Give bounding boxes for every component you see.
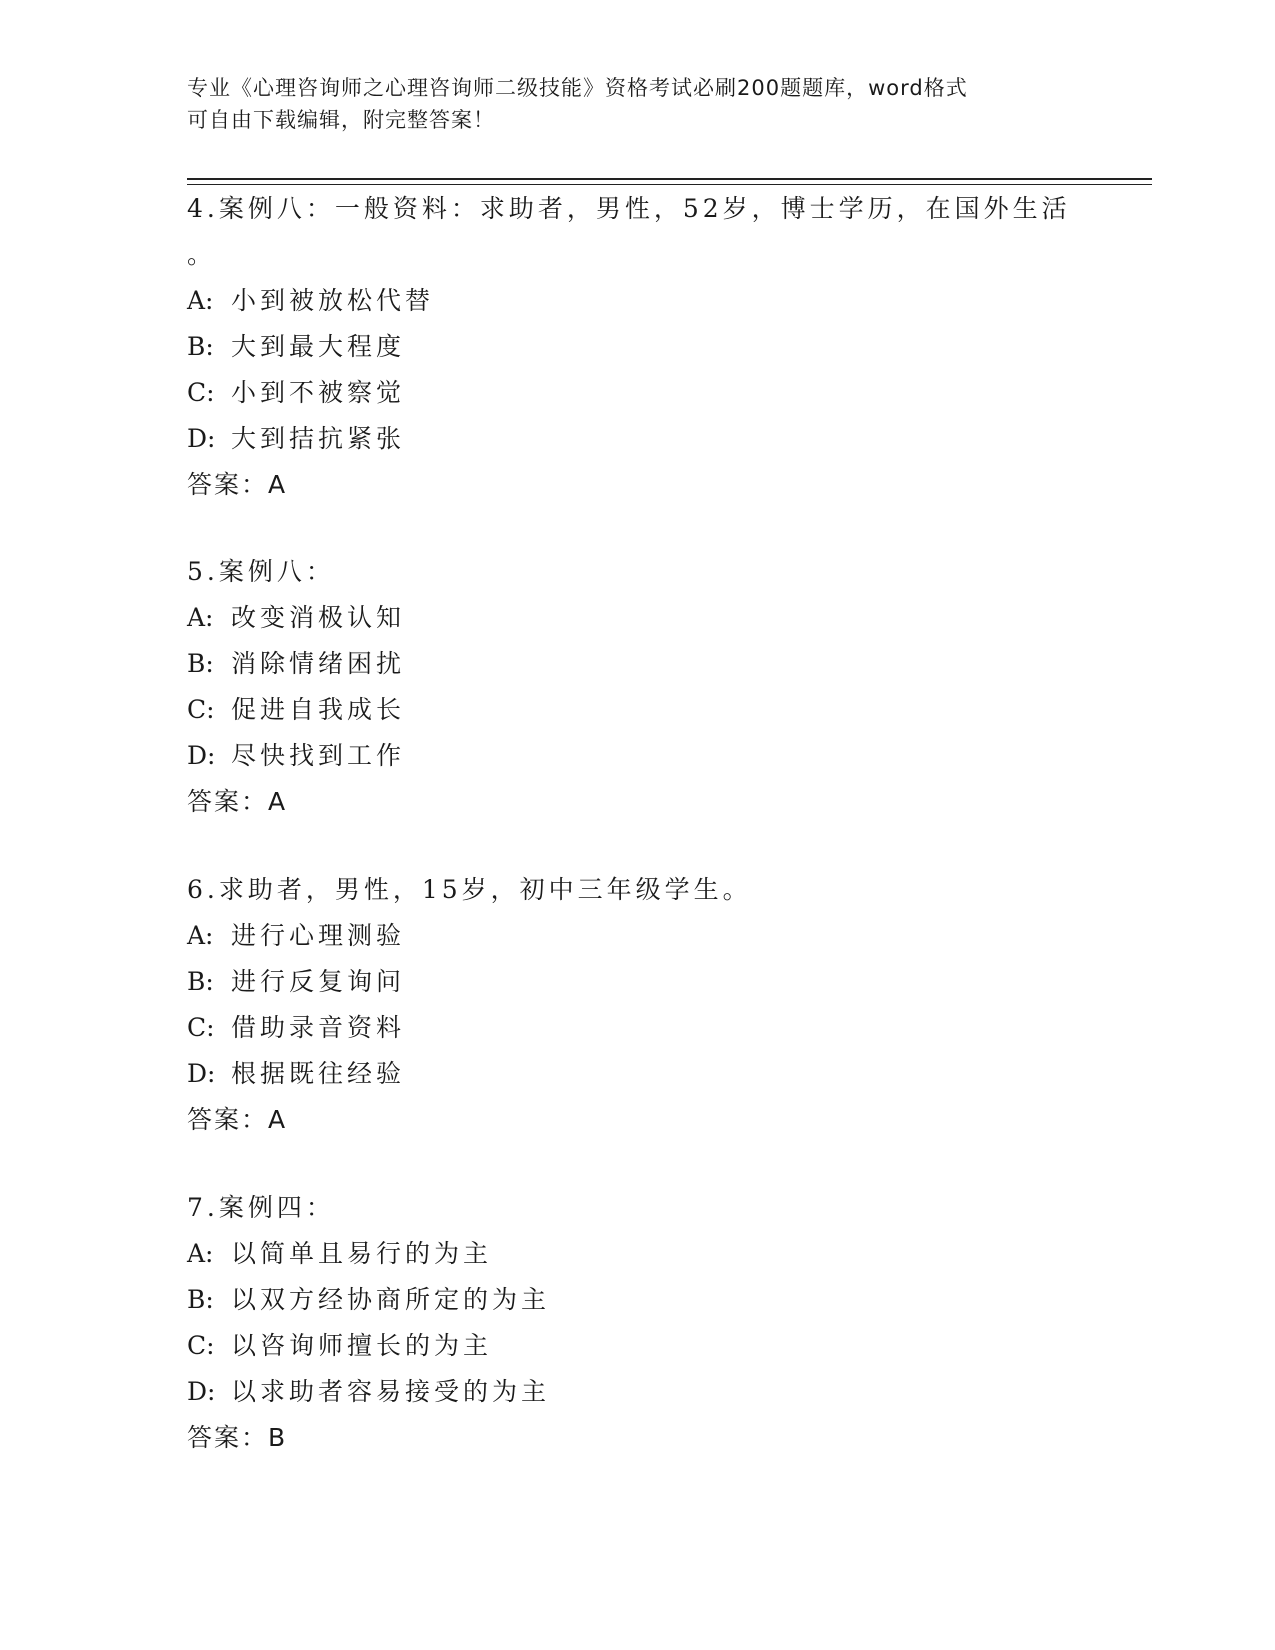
option-text: 借助录音资料 [231,1013,406,1042]
question-stem-continuation: 。 [187,240,213,269]
question-stem: 6.求助者，男性，15岁，初中三年级学生。 [187,875,752,904]
option-letter: D: [187,741,216,770]
answer-line: 答案：B [187,1423,288,1452]
question-stem: 4.案例八：一般资料：求助者，男性，52岁，博士学历，在国外生活 [187,194,1071,223]
answer-line: 答案：A [187,787,288,816]
option-text: 以咨询师擅长的为主 [231,1331,493,1360]
header-line-2: 可自由下载编辑，附完整答案！ [187,108,495,132]
option-text: 促进自我成长 [231,695,406,724]
option-text: 进行心理测验 [231,921,406,950]
option-letter: A: [187,1239,214,1268]
option-text: 尽快找到工作 [231,741,406,770]
option-c [187,370,1087,416]
option-c [187,687,1087,733]
option-b [187,1277,1087,1323]
option-a [187,595,1087,641]
option-a [187,1231,1087,1277]
option-d [187,416,1087,462]
option-letter: C: [187,378,215,407]
option-d [187,1369,1087,1415]
option-text: 以双方经协商所定的为主 [231,1285,551,1314]
option-text: 消除情绪困扰 [231,649,406,678]
option-letter: D: [187,424,216,453]
question-stem: 5.案例八： [187,557,335,586]
answer-line: 答案：A [187,470,288,499]
option-letter: A: [187,603,214,632]
option-c [187,1323,1087,1369]
option-text: 根据既往经验 [231,1059,406,1088]
option-text: 小到不被察觉 [231,378,406,407]
option-text: 以简单且易行的为主 [231,1239,493,1268]
option-letter: B: [187,649,214,678]
option-letter: C: [187,695,215,724]
option-text: 以求助者容易接受的为主 [231,1377,551,1406]
option-letter: C: [187,1331,215,1360]
option-letter: B: [187,967,214,996]
option-c [187,1005,1087,1051]
option-text: 改变消极认知 [231,603,406,632]
option-text: 大到最大程度 [231,332,406,361]
question-6 [187,867,1087,1143]
option-b [187,324,1087,370]
question-7 [187,1185,1087,1461]
option-letter: B: [187,332,214,361]
option-letter: C: [187,1013,215,1042]
option-letter: D: [187,1059,216,1088]
answer-line: 答案：A [187,1105,288,1134]
option-letter: D: [187,1377,216,1406]
option-letter: A: [187,286,214,315]
option-letter: A: [187,921,214,950]
option-b [187,959,1087,1005]
option-text: 小到被放松代替 [231,286,435,315]
option-text: 进行反复询问 [231,967,406,996]
question-stem: 7.案例四： [187,1193,335,1222]
option-a [187,278,1087,324]
option-d [187,733,1087,779]
header-line-1: 专业《心理咨询师之心理咨询师二级技能》资格考试必刷200题题库，word格式 [187,76,968,100]
option-text: 大到拮抗紧张 [231,424,406,453]
option-d [187,1051,1087,1097]
header-divider-thick [187,178,1152,180]
question-4 [187,186,1087,508]
option-a [187,913,1087,959]
option-letter: B: [187,1285,214,1314]
question-5 [187,549,1087,825]
header-divider-thin [187,184,1152,185]
option-b [187,641,1087,687]
document-header [187,72,1067,136]
